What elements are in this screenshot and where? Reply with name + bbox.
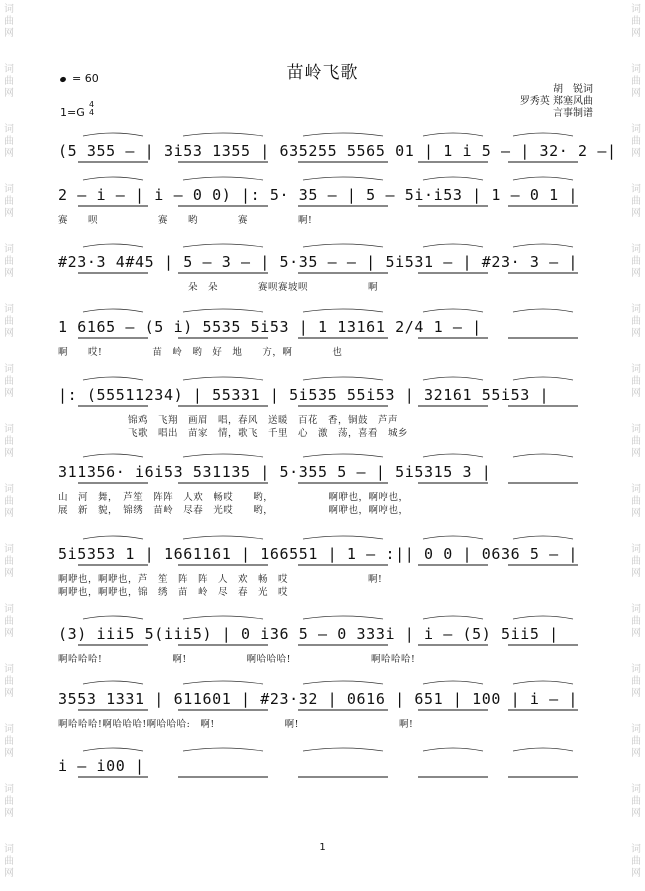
watermark-char: 词 (631, 724, 641, 735)
slur-arc (83, 377, 143, 380)
slur-arc (183, 536, 263, 539)
slur-arc (423, 454, 483, 457)
watermark-char: 网 (4, 508, 14, 519)
slur-arc (183, 616, 263, 619)
watermark-char: 词 (631, 604, 641, 615)
watermark-char: 词 (4, 124, 14, 135)
song-title: 苗岭飞歌 (286, 63, 359, 83)
slur-arc (303, 616, 383, 619)
watermark-char: 网 (631, 688, 641, 699)
slur-arc (183, 681, 263, 684)
slur-arc (303, 454, 383, 457)
slur-arc (513, 454, 573, 457)
watermark-char: 词 (631, 244, 641, 255)
slur-arc (183, 454, 263, 457)
slur-arc (83, 244, 143, 247)
watermark-char: 词 (4, 784, 14, 795)
watermark-char: 曲 (4, 376, 14, 387)
slur-arc (83, 177, 143, 180)
watermark-char: 词 (631, 664, 641, 675)
lyric-line: 啊哈哈哈!啊哈哈哈!啊哈哈哈: 啊! 啊! 啊! (58, 719, 414, 730)
lyric-line: 飞歌 唱出 苗家 情，歌飞 千里 心 激 荡，喜看 城乡 (58, 428, 409, 439)
watermark-char: 词 (4, 64, 14, 75)
beam-marks (58, 757, 598, 787)
watermark-char: 曲 (4, 676, 14, 687)
notation-text: (3) iii5 5(iii5) | 0 i36 5 – 0 333i | i – (5) 5ii5 | (58, 625, 559, 643)
slur-arc (513, 244, 573, 247)
slur-arc (83, 748, 143, 751)
lyric-line: 啊 哎! 苗 岭 哟 好 地 方，啊 也 (58, 347, 343, 358)
slur-arc (183, 377, 263, 380)
slur-arc (183, 309, 263, 312)
watermark-char: 网 (4, 628, 14, 639)
watermark-char: 词 (4, 544, 14, 555)
slur-arc (423, 377, 483, 380)
watermark-char: 网 (631, 148, 641, 159)
watermark-char: 词 (631, 784, 641, 795)
watermark-char: 曲 (631, 616, 641, 627)
lyric-line: 锦鸡 飞翔 画眉 唱，春风 送暖 百花 香，铜鼓 芦声 (58, 415, 399, 426)
left-watermark-strip (0, 0, 18, 891)
meter-bottom: 4 (89, 108, 95, 117)
slur-arc (423, 748, 483, 751)
watermark-char: 曲 (631, 316, 641, 327)
watermark-char: 曲 (4, 856, 14, 867)
watermark-char: 网 (4, 808, 14, 819)
watermark-char: 词 (631, 304, 641, 315)
notation-line (58, 690, 598, 712)
watermark-char: 网 (631, 88, 641, 99)
credits (520, 84, 593, 120)
watermark-char: 曲 (4, 316, 14, 327)
watermark-char: 曲 (4, 76, 14, 87)
watermark-char: 曲 (4, 616, 14, 627)
watermark-char: 网 (631, 328, 641, 339)
notation-line (58, 757, 598, 779)
slur-arc (303, 536, 383, 539)
slur-arc (83, 133, 143, 136)
slur-arc (303, 309, 383, 312)
watermark-char: 网 (4, 868, 14, 879)
slur-arc (83, 454, 143, 457)
notation-line (58, 142, 617, 164)
tempo-marking (60, 72, 99, 85)
notation-text: 3553 1331 | 611601 | #23·32 | 0616 | 651 | 100 | i – | (58, 690, 579, 708)
slur-arc (303, 681, 383, 684)
lyric-line: 山 河 舞， 芦笙 阵阵 人欢 畅哎 哟， 啊咿也，啊哼也， (58, 492, 409, 503)
beam-marks (58, 142, 598, 172)
tempo-value: = 60 (72, 72, 99, 85)
composer-credit: 罗秀英 郑塞风曲 (519, 96, 593, 107)
watermark-char: 网 (631, 808, 641, 819)
notation-line (58, 625, 598, 647)
watermark-char: 曲 (631, 76, 641, 87)
slur-arc (83, 616, 143, 619)
notation-text: 2 – i – | i – 0 0) |: 5· 35 – | 5 – 5i·i53 | 1 – 0 1 | (58, 186, 579, 204)
slur-arc (83, 681, 143, 684)
lyric-line: 啊哈哈哈! 啊! 啊哈哈哈! 啊哈哈哈! (58, 654, 416, 665)
watermark-char: 曲 (4, 256, 14, 267)
watermark-char: 网 (4, 688, 14, 699)
watermark-char: 词 (4, 244, 14, 255)
watermark-char: 词 (631, 484, 641, 495)
page-number: 1 (319, 842, 326, 853)
watermark-char: 词 (631, 124, 641, 135)
watermark-char: 词 (4, 4, 14, 15)
watermark-char: 网 (631, 508, 641, 519)
key-signature: 1=G (60, 106, 85, 119)
notation-text: 311356· i6i53 531135 | 5·355 5 – | 5i5315 3 | (58, 463, 492, 481)
watermark-char: 网 (631, 868, 641, 879)
watermark-char: 网 (631, 268, 641, 279)
slur-arc (513, 748, 573, 751)
lyric-line: 啊咿也，啊咿也，锦 绣 苗 岭 尽 春 光 哎 (58, 587, 289, 598)
watermark-char: 网 (631, 388, 641, 399)
watermark-char: 网 (4, 148, 14, 159)
watermark-char: 曲 (631, 196, 641, 207)
watermark-char: 网 (4, 748, 14, 759)
slur-arc (513, 377, 573, 380)
watermark-char: 曲 (4, 496, 14, 507)
watermark-char: 网 (4, 28, 14, 39)
watermark-char: 曲 (4, 736, 14, 747)
notation-line (58, 545, 598, 567)
slur-arc (423, 177, 483, 180)
watermark-char: 网 (4, 388, 14, 399)
watermark-char: 曲 (4, 16, 14, 27)
watermark-char: 曲 (631, 436, 641, 447)
watermark-char: 词 (4, 664, 14, 675)
meter-top: 4 (89, 100, 95, 109)
watermark-char: 曲 (631, 496, 641, 507)
slur-arc (423, 536, 483, 539)
watermark-char: 词 (4, 724, 14, 735)
lyric-line: 朵 朵 赛呗赛坡呗 啊 (58, 282, 379, 293)
slur-arc (183, 244, 263, 247)
watermark-char: 词 (4, 424, 14, 435)
lyric-line: 展 新 貌， 锦绣 苗岭 尽春 光哎 哟， 啊咿也，啊哼也， (58, 505, 409, 516)
slur-arc (423, 616, 483, 619)
lyric-line: 啊咿也，啊咿也，芦 笙 阵 阵 人 欢 畅 哎 啊! (58, 574, 383, 585)
watermark-char: 网 (631, 208, 641, 219)
slur-arc (183, 748, 263, 751)
watermark-char: 曲 (4, 196, 14, 207)
notation-text: (5 355 – | 3i53 1355 | 635255 5565 01 | 1 i 5 – | 32· 2 –| (58, 142, 617, 160)
watermark-char: 词 (631, 184, 641, 195)
watermark-char: 曲 (4, 136, 14, 147)
watermark-char: 曲 (631, 376, 641, 387)
slur-arc (423, 133, 483, 136)
slur-arc (513, 133, 573, 136)
watermark-char: 网 (631, 28, 641, 39)
watermark-char: 网 (4, 88, 14, 99)
watermark-char: 词 (4, 844, 14, 855)
watermark-char: 词 (4, 184, 14, 195)
watermark-char: 网 (4, 328, 14, 339)
slur-arc (303, 133, 383, 136)
watermark-char: 词 (631, 544, 641, 555)
slur-arc (303, 244, 383, 247)
right-watermark-strip (627, 0, 645, 891)
slur-arc (513, 536, 573, 539)
slur-arc (423, 309, 483, 312)
notation-line (58, 386, 598, 408)
watermark-char: 曲 (631, 676, 641, 687)
watermark-char: 词 (631, 364, 641, 375)
lyricist-credit: 胡 锐词 (553, 84, 593, 95)
notation-line (58, 186, 598, 208)
notation-text: #23·3 4#45 | 5 – 3 – | 5·35 – – | 5i531 – | #23· 3 – | (58, 253, 579, 271)
notation-text: 1 6165 – (5 i) 5535 5i53 | 1 13161 2/4 1 – | (58, 318, 482, 336)
watermark-char: 曲 (631, 556, 641, 567)
slur-arc (423, 681, 483, 684)
watermark-char: 词 (631, 844, 641, 855)
slur-arc (83, 309, 143, 312)
watermark-char: 网 (631, 748, 641, 759)
slur-arc (423, 244, 483, 247)
slur-arc (303, 377, 383, 380)
watermark-char: 网 (631, 628, 641, 639)
watermark-char: 曲 (631, 736, 641, 747)
watermark-char: 网 (4, 568, 14, 579)
notation-line (58, 318, 598, 340)
slur-arc (83, 536, 143, 539)
watermark-char: 曲 (631, 856, 641, 867)
lyric-line: 赛 呗 赛 哟 赛 啊! (58, 215, 313, 226)
notation-text: 5i5353 1 | 1661161 | 166551 | 1 – :|| 0 0 | 0636 5 – | (58, 545, 579, 563)
time-signature (89, 101, 94, 117)
watermark-char: 词 (4, 304, 14, 315)
watermark-char: 曲 (4, 436, 14, 447)
slur-arc (303, 748, 383, 751)
watermark-char: 词 (631, 424, 641, 435)
engraver-credit: 言事制谱 (553, 108, 593, 119)
notation-text: i – i00 | (58, 757, 145, 775)
slur-arc (513, 681, 573, 684)
slur-arc (513, 616, 573, 619)
watermark-char: 网 (631, 568, 641, 579)
watermark-char: 网 (4, 448, 14, 459)
watermark-char: 曲 (631, 256, 641, 267)
notation-line (58, 463, 598, 485)
slur-arc (513, 309, 573, 312)
watermark-char: 曲 (4, 796, 14, 807)
watermark-char: 曲 (631, 136, 641, 147)
watermark-char: 词 (4, 484, 14, 495)
watermark-char: 词 (631, 64, 641, 75)
notation-line (58, 253, 598, 275)
watermark-char: 网 (631, 448, 641, 459)
watermark-char: 曲 (4, 556, 14, 567)
watermark-char: 曲 (631, 796, 641, 807)
watermark-char: 词 (631, 4, 641, 15)
slur-arc (183, 133, 263, 136)
watermark-char: 网 (4, 208, 14, 219)
slur-arc (183, 177, 263, 180)
watermark-char: 词 (4, 364, 14, 375)
slur-arc (303, 177, 383, 180)
watermark-char: 曲 (631, 16, 641, 27)
slur-arc (513, 177, 573, 180)
notation-text: |: (55511234) | 55331 | 5i535 55i53 | 32161 55i53 | (58, 386, 550, 404)
watermark-char: 词 (4, 604, 14, 615)
quarter-note-icon (59, 76, 66, 83)
watermark-char: 网 (4, 268, 14, 279)
